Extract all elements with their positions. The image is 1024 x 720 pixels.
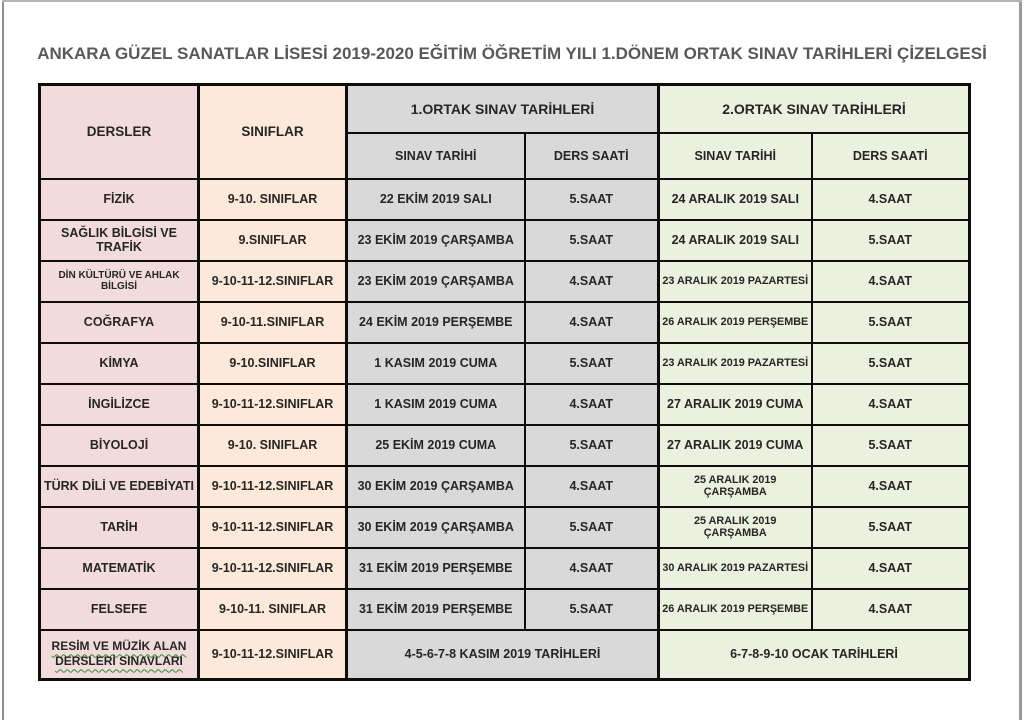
window-top-border <box>2 0 1022 2</box>
exam2-hour-cell: 4.SAAT <box>812 179 970 220</box>
table-row <box>40 507 970 548</box>
exam1-hour-cell: 5.SAAT <box>525 425 659 466</box>
exam2-hour-cell: 5.SAAT <box>812 343 970 384</box>
exam2-date-cell: 23 ARALIK 2019 PAZARTESİ <box>659 261 812 302</box>
column-group-exam1: 1.ORTAK SINAV TARİHLERİ <box>347 85 659 133</box>
table-row <box>40 548 970 589</box>
exam2-date-cell: 24 ARALIK 2019 SALI <box>659 179 812 220</box>
exam1-hour-cell: 5.SAAT <box>525 589 659 630</box>
siniflar-cell: 9-10.SINIFLAR <box>199 343 347 384</box>
ders-cell: İNGİLİZCE <box>40 384 199 425</box>
footer-row <box>40 630 970 680</box>
exam2-date-cell: 27 ARALIK 2019 CUMA <box>659 425 812 466</box>
exam1-date-cell: 23 EKİM 2019 ÇARŞAMBA <box>347 220 525 261</box>
exam2-hour-cell: 4.SAAT <box>812 384 970 425</box>
siniflar-cell: 9-10-11.SINIFLAR <box>199 302 347 343</box>
ders-cell: COĞRAFYA <box>40 302 199 343</box>
table-row <box>40 220 970 261</box>
exam1-hour-cell: 5.SAAT <box>525 343 659 384</box>
ders-cell: FELSEFE <box>40 589 199 630</box>
exam2-dates-span-cell: 6-7-8-9-10 OCAK TARİHLERİ <box>659 630 970 680</box>
exam1-date-cell: 22 EKİM 2019 SALI <box>347 179 525 220</box>
ders-cell <box>40 630 199 680</box>
exam-table-body <box>40 179 970 680</box>
exam1-date-cell: 31 EKİM 2019 PERŞEMBE <box>347 548 525 589</box>
ders-cell: BİYOLOJİ <box>40 425 199 466</box>
window-left-border <box>2 0 4 720</box>
table-row <box>40 343 970 384</box>
exam2-date-cell: 26 ARALIK 2019 PERŞEMBE <box>659 589 812 630</box>
table-row <box>40 589 970 630</box>
siniflar-cell: 9-10. SINIFLAR <box>199 179 347 220</box>
ders-label-spellchecked: RESİM VE MÜZİK ALAN DERSLERİ SINAVLARI <box>51 639 187 669</box>
exam2-hour-cell: 5.SAAT <box>812 425 970 466</box>
ders-cell: KİMYA <box>40 343 199 384</box>
exam1-date-cell: 25 EKİM 2019 CUMA <box>347 425 525 466</box>
exam2-hour-cell: 5.SAAT <box>812 220 970 261</box>
exam2-date-cell: 23 ARALIK 2019 PAZARTESİ <box>659 343 812 384</box>
header-group-row <box>40 85 970 133</box>
exam2-hour-cell: 4.SAAT <box>812 261 970 302</box>
siniflar-cell: 9-10-11-12.SINIFLAR <box>199 548 347 589</box>
exam1-date-cell: 23 EKİM 2019 ÇARŞAMBA <box>347 261 525 302</box>
exam1-date-cell: 1 KASIM 2019 CUMA <box>347 343 525 384</box>
exam1-hour-cell: 4.SAAT <box>525 384 659 425</box>
column-header-siniflar: SINIFLAR <box>199 85 347 179</box>
siniflar-cell: 9-10-11-12.SINIFLAR <box>199 507 347 548</box>
exam-schedule-table <box>38 83 971 681</box>
ders-cell: SAĞLIK BİLGİSİ VE TRAFİK <box>40 220 199 261</box>
window-right-border <box>1019 0 1022 720</box>
ders-cell: DİN KÜLTÜRÜ VE AHLAK BİLGİSİ <box>40 261 199 302</box>
exam1-date-cell: 24 EKİM 2019 PERŞEMBE <box>347 302 525 343</box>
siniflar-cell: 9-10-11-12.SINIFLAR <box>199 384 347 425</box>
subheader-exam2-hour: DERS SAATİ <box>812 133 970 179</box>
ders-cell: TARİH <box>40 507 199 548</box>
exam1-hour-cell: 4.SAAT <box>525 261 659 302</box>
subheader-exam1-hour: DERS SAATİ <box>525 133 659 179</box>
exam1-date-cell: 31 EKİM 2019 PERŞEMBE <box>347 589 525 630</box>
table-row <box>40 261 970 302</box>
page-title: ANKARA GÜZEL SANATLAR LİSESİ 2019-2020 EĞİTİM ÖĞRETİM YILI 1.DÖNEM ORTAK SINAV TARİHLERİ ÇİZELGESİ <box>37 44 987 63</box>
siniflar-cell: 9-10. SINIFLAR <box>199 425 347 466</box>
exam1-hour-cell: 5.SAAT <box>525 507 659 548</box>
exam2-date-cell: 27 ARALIK 2019 CUMA <box>659 384 812 425</box>
table-row <box>40 466 970 507</box>
table-row <box>40 302 970 343</box>
exam1-date-cell: 1 KASIM 2019 CUMA <box>347 384 525 425</box>
table-row <box>40 179 970 220</box>
ders-cell: FİZİK <box>40 179 199 220</box>
exam2-date-cell: 30 ARALIK 2019 PAZARTESİ <box>659 548 812 589</box>
exam1-hour-cell: 4.SAAT <box>525 548 659 589</box>
exam1-hour-cell: 5.SAAT <box>525 220 659 261</box>
column-header-dersler: DERSLER <box>40 85 199 179</box>
exam2-date-cell: 26 ARALIK 2019 PERŞEMBE <box>659 302 812 343</box>
table-row <box>40 425 970 466</box>
exam2-hour-cell: 4.SAAT <box>812 589 970 630</box>
exam1-date-cell: 30 EKİM 2019 ÇARŞAMBA <box>347 466 525 507</box>
exam2-date-cell: 25 ARALIK 2019 ÇARŞAMBA <box>659 466 812 507</box>
exam2-hour-cell: 5.SAAT <box>812 507 970 548</box>
exam1-dates-span-cell: 4-5-6-7-8 KASIM 2019 TARİHLERİ <box>347 630 659 680</box>
siniflar-cell: 9-10-11. SINIFLAR <box>199 589 347 630</box>
exam1-hour-cell: 4.SAAT <box>525 302 659 343</box>
exam1-hour-cell: 5.SAAT <box>525 179 659 220</box>
exam1-date-cell: 30 EKİM 2019 ÇARŞAMBA <box>347 507 525 548</box>
siniflar-cell: 9.SINIFLAR <box>199 220 347 261</box>
exam1-hour-cell: 4.SAAT <box>525 466 659 507</box>
siniflar-cell: 9-10-11-12.SINIFLAR <box>199 630 347 680</box>
exam2-hour-cell: 4.SAAT <box>812 466 970 507</box>
siniflar-cell: 9-10-11-12.SINIFLAR <box>199 466 347 507</box>
exam2-date-cell: 25 ARALIK 2019 ÇARŞAMBA <box>659 507 812 548</box>
table-row <box>40 384 970 425</box>
ders-cell: MATEMATİK <box>40 548 199 589</box>
exam2-hour-cell: 4.SAAT <box>812 548 970 589</box>
ders-cell: TÜRK DİLİ VE EDEBİYATI <box>40 466 199 507</box>
exam2-date-cell: 24 ARALIK 2019 SALI <box>659 220 812 261</box>
exam2-hour-cell: 5.SAAT <box>812 302 970 343</box>
column-group-exam2: 2.ORTAK SINAV TARİHLERİ <box>659 85 970 133</box>
subheader-exam1-date: SINAV TARİHİ <box>347 133 525 179</box>
siniflar-cell: 9-10-11-12.SINIFLAR <box>199 261 347 302</box>
subheader-exam2-date: SINAV TARİHİ <box>659 133 812 179</box>
